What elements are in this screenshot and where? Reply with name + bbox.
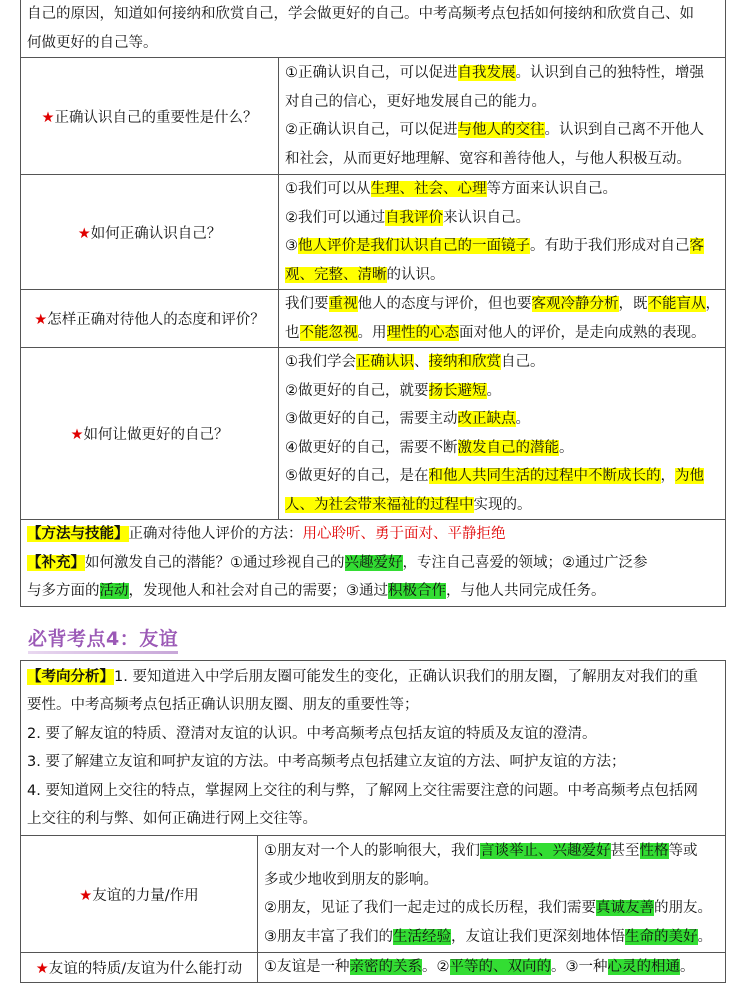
section-heading: 必背考点4：友谊: [28, 624, 178, 651]
text-segment: ②正确认识自己，可以促进: [285, 122, 458, 138]
text-segment: ①正确认识自己，可以促进: [285, 65, 458, 81]
star-icon: ★: [79, 887, 93, 904]
question-label: 如何正确认识自己？: [90, 225, 222, 242]
question-label: 怎样正确对待他人的态度和评价？: [47, 312, 265, 328]
text-line: [285, 290, 719, 319]
highlighted-text: 他人评价是我们认识自己的一面镜子: [298, 238, 530, 254]
question-cell: [21, 175, 279, 290]
text-segment: 对自己的信心，更好地发展自己的能力。: [285, 93, 546, 110]
question-cell: [21, 836, 258, 953]
methods-tag: 【方法与技能】: [27, 526, 129, 542]
star-icon: ★: [34, 312, 48, 328]
text-segment: 我们要: [285, 296, 329, 312]
text-segment: 1. 要知道进入中学后朋友圈可能发生的变化，正确认识我们的朋友圈，了解朋友对我们的重: [114, 668, 698, 685]
text-segment: 面对他人的评价，是走向成熟的表现。: [459, 324, 706, 341]
text-segment: ，专注自己喜爱的领域；②通过广泛参: [402, 554, 648, 571]
text-line: [264, 923, 719, 952]
highlighted-text: 平等的、双向的: [449, 959, 551, 975]
bottom-table: [20, 660, 726, 983]
question-cell: [21, 348, 279, 520]
text-segment: 也: [285, 324, 300, 341]
text-line: [285, 319, 719, 348]
text-line: [285, 377, 719, 406]
text-segment: 、: [414, 354, 429, 370]
text-line: [285, 491, 719, 520]
text-segment: ③做更好的自己，需要主动: [285, 411, 458, 427]
text-segment: 等方面来认识自己。: [486, 181, 617, 197]
methods-answer: 用心聆听、勇于面对、平静拒绝: [302, 526, 506, 542]
text-line: [285, 175, 719, 204]
highlighted-text: 正确认识: [356, 354, 414, 370]
text-line: [285, 59, 719, 88]
text-segment: ②朋友，见证了我们一起走过的成长历程，我们需要: [264, 900, 596, 916]
text-segment: 。认识到自己离不开他人: [544, 122, 704, 138]
intro-cell: [21, 0, 726, 58]
star-icon: ★: [70, 427, 84, 443]
text-segment: ②做更好的自己，就要: [285, 382, 429, 399]
highlighted-text: 自我评价: [385, 209, 443, 226]
highlighted-text: 心灵的相通: [607, 959, 680, 975]
text-segment: ，与他人共同完成任务。: [446, 583, 606, 599]
analysis-cell: [21, 661, 726, 836]
highlighted-text: 生理、社会、心理: [370, 181, 487, 197]
text-segment: 如何激发自己的潜能？①通过珍视自己的: [85, 554, 345, 571]
text-line: [285, 348, 719, 377]
star-icon: ★: [35, 960, 49, 977]
text-segment: ②我们可以通过: [285, 209, 385, 226]
highlighted-text: 重视: [328, 296, 358, 312]
text-line: [27, 577, 719, 606]
highlighted-text: 性格: [639, 843, 669, 859]
text-segment: 。②: [422, 959, 450, 975]
text-segment: 来认识自己。: [443, 209, 530, 226]
text-line: [27, 720, 719, 749]
highlighted-text: 亲密的关系: [349, 959, 422, 975]
text-line: [285, 261, 719, 290]
highlighted-text: 理性的心态: [386, 324, 459, 341]
text-segment: 2. 要了解友谊的特质、澄清对友谊的认识。中考高频考点包括友谊的特质及友谊的澄清。: [27, 725, 597, 742]
text-line: [27, 777, 719, 806]
highlighted-text: 接纳和欣赏: [428, 354, 501, 370]
highlighted-text: 人、为社会带来福祉的过程中: [285, 496, 474, 513]
text-line: [285, 145, 719, 174]
section-tag: 【考向分析】: [27, 668, 114, 685]
text-segment: 实现的。: [473, 496, 532, 513]
text-line: [285, 116, 719, 145]
highlighted-text: 不能忽视: [299, 324, 358, 341]
highlighted-text: 改正缺点: [457, 411, 516, 427]
text-segment: ，发现他人和社会对自己的需要；③通过: [128, 583, 388, 599]
highlighted-text: 生活经验: [393, 928, 451, 945]
question-label: 正确认识自己的重要性是什么？: [54, 109, 258, 126]
text-line: [285, 204, 719, 233]
text-segment: 等或: [668, 843, 698, 859]
highlighted-text: 为他: [675, 468, 704, 484]
text-line: [264, 894, 719, 923]
text-segment: ，友谊让我们更深刻地体悟: [451, 928, 625, 945]
highlighted-text: 真诚友善: [596, 900, 654, 916]
text-segment: 。: [515, 411, 530, 427]
text-line: [27, 805, 719, 834]
text-segment: ，既: [618, 296, 648, 312]
question-cell: [21, 290, 279, 348]
highlighted-text: 和他人共同生活的过程中不断成长的: [428, 468, 661, 484]
methods-cell: [21, 520, 726, 607]
methods-line: [27, 520, 719, 549]
answer-cell: [279, 290, 726, 348]
highlighted-text: 活动: [99, 583, 129, 599]
text-segment: 多或少地收到朋友的影响。: [264, 871, 438, 888]
text-segment: 和社会，从而更好地理解、宽容和善待他人，与他人积极互动。: [285, 150, 691, 167]
text-segment: 。③一种: [551, 959, 608, 975]
section-tag: 【补充】: [27, 554, 85, 571]
text-line: [264, 866, 719, 895]
text-segment: ，: [705, 296, 720, 312]
question-label: 友谊的特质/友谊为什么能打动: [48, 960, 243, 977]
text-segment: ①我们可以从: [285, 181, 371, 197]
highlighted-text: 扬长避短: [428, 382, 487, 399]
text-segment: 要性。中考高频考点包括正确认识朋友圈、朋友的重要性等；: [27, 697, 419, 713]
text-segment: 的认识。: [386, 266, 445, 283]
highlighted-text: 观、完整、清晰: [285, 266, 387, 283]
text-segment: 甚至: [610, 843, 640, 859]
supplement-block: [27, 549, 719, 606]
top-table: [20, 0, 726, 607]
highlighted-text: 客观冷静分析: [531, 296, 619, 312]
text-line: [285, 462, 719, 491]
highlighted-text: 言谈举止、兴趣爱好: [480, 843, 611, 859]
text-segment: 他人的态度与评价，但也要: [357, 296, 532, 312]
text-segment: 。认识到自己的独特性，增强: [515, 65, 704, 81]
highlighted-text: 与他人的交往: [457, 122, 545, 138]
text-segment: 的朋友。: [654, 900, 712, 916]
text-segment: 。: [559, 439, 574, 456]
text-segment: 。用: [357, 324, 387, 341]
text-line: [27, 663, 719, 692]
highlighted-text: 兴趣爱好: [344, 554, 403, 571]
text-segment: ③朋友丰富了我们的: [264, 928, 393, 945]
text-segment: 。: [486, 382, 501, 399]
question-cell: [21, 953, 258, 983]
star-icon: ★: [41, 109, 55, 126]
text-line: [285, 434, 719, 463]
highlighted-text: 积极合作: [388, 583, 446, 599]
text-segment: ③: [285, 238, 298, 254]
methods-lead: 正确对待他人评价的方法：: [128, 526, 303, 542]
answer-cell: [279, 58, 726, 175]
text-line: [27, 549, 719, 578]
text-segment: 。: [697, 928, 712, 945]
text-segment: ④做更好的自己，需要不断: [285, 439, 458, 456]
text-segment: ⑤做更好的自己，是在: [285, 468, 429, 484]
text-segment: 上交往的利与弊、如何正确进行网上交往等。: [27, 811, 317, 827]
text-segment: 3. 要了解建立友谊和呵护友谊的方法。中考高频考点包括建立友谊的方法、呵护友谊的方法；: [27, 754, 626, 770]
text-segment: 自己。: [501, 354, 545, 370]
answer-cell: [258, 953, 726, 983]
text-line: [264, 953, 719, 982]
star-icon: ★: [77, 225, 91, 242]
text-segment: ，: [660, 468, 675, 484]
text-line: [285, 232, 719, 261]
text-segment: ①友谊是一种: [264, 959, 350, 975]
highlighted-text: 激发自己的潜能: [457, 439, 559, 456]
text-segment: 。有助于我们形成对自己: [530, 238, 690, 254]
text-line: [285, 88, 719, 117]
text-segment: ①我们学会: [285, 354, 356, 370]
text-segment: 与多方面的: [27, 583, 100, 599]
answer-cell: [279, 175, 726, 290]
highlighted-text: 不能盲从: [647, 296, 706, 312]
highlighted-text: 自我发展: [457, 65, 516, 81]
text-line: [27, 748, 719, 777]
text-segment: ①朋友对一个人的影响很大，我们: [264, 843, 480, 859]
intro-line: 自己的原因，知道如何接纳和欣赏自己，学会做更好的自己。中考高频考点包括如何接纳和欣赏自己、如: [27, 6, 694, 22]
text-line: [264, 837, 719, 866]
question-cell: [21, 58, 279, 175]
highlighted-text: 生命的美好: [625, 928, 698, 945]
question-label: 友谊的力量/作用: [92, 887, 199, 904]
highlighted-text: 客: [689, 238, 704, 254]
text-segment: 。: [680, 959, 695, 975]
intro-line: 何做更好的自己等。: [27, 34, 158, 51]
text-segment: 4. 要知道网上交往的特点，掌握网上交往的利与弊，了解网上交往需要注意的问题。中考高频考点包括网: [27, 782, 698, 799]
question-label: 如何让做更好的自己？: [83, 427, 229, 443]
answer-cell: [258, 836, 726, 953]
text-line: [27, 691, 719, 720]
text-line: [285, 405, 719, 434]
answer-cell: [279, 348, 726, 520]
